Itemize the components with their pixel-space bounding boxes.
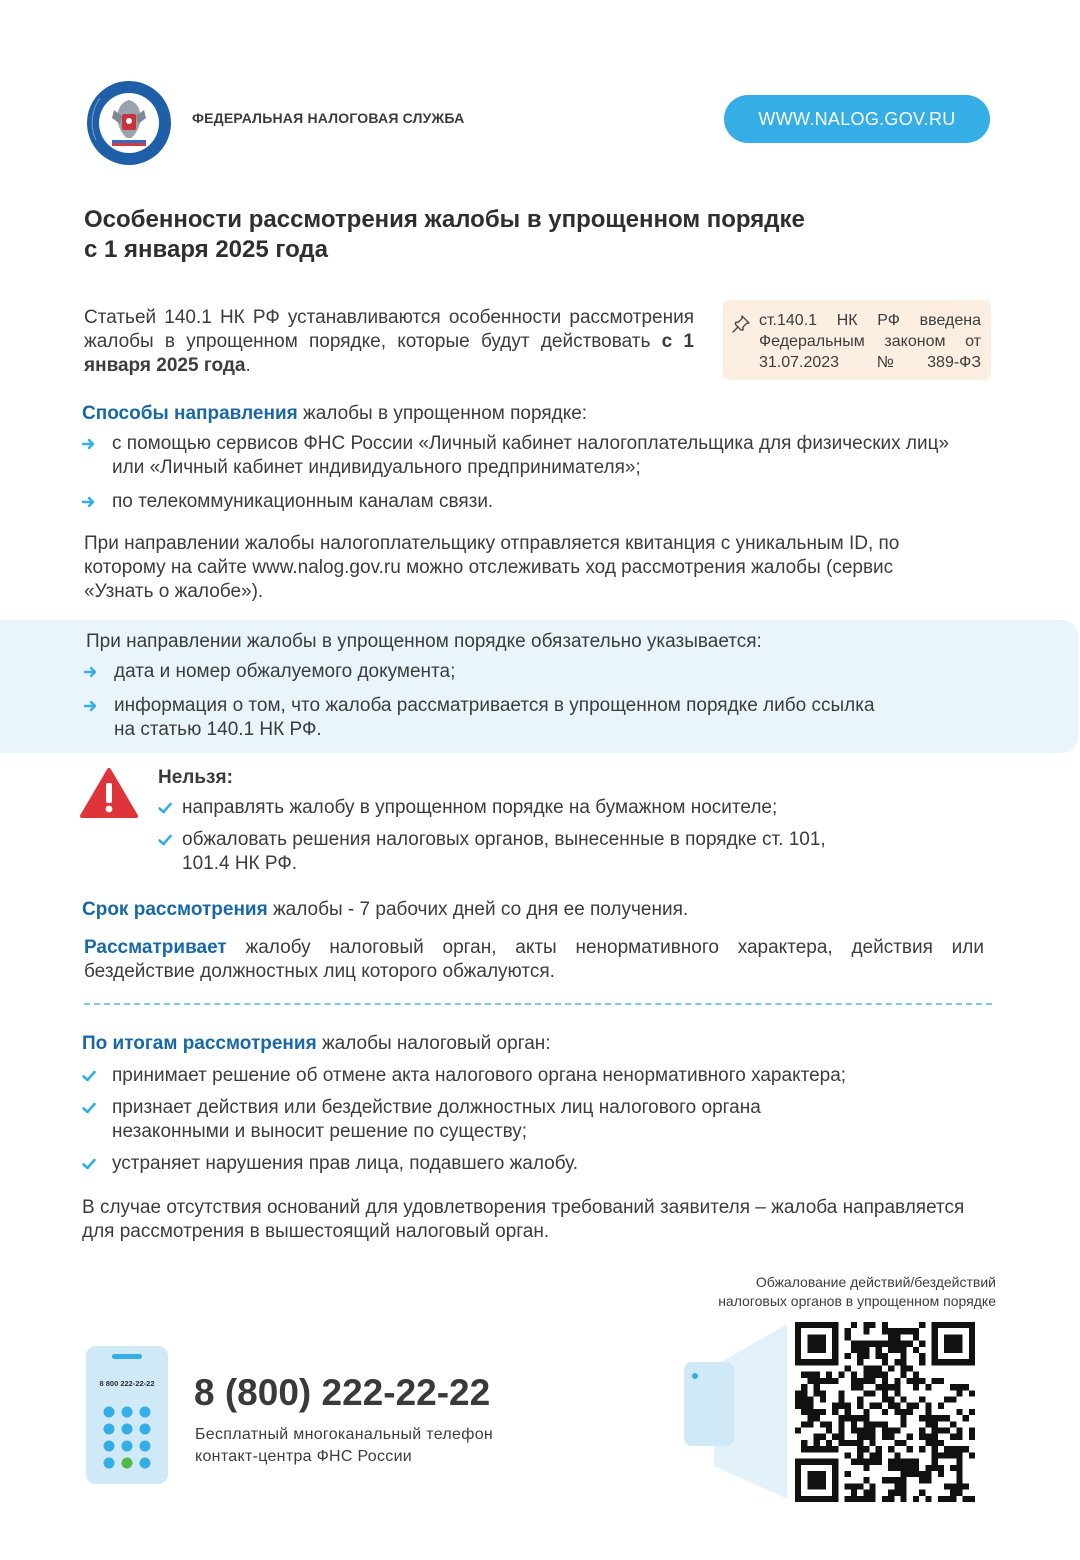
list-item: [82, 1064, 1002, 1088]
qr-code[interactable]: [795, 1322, 975, 1502]
review-term-bold: Срок рассмотрения: [82, 899, 268, 920]
list-item: [158, 828, 958, 876]
forbidden-heading: Нельзя:: [158, 767, 233, 788]
list-item: [82, 1152, 1002, 1176]
forbidden-list: [158, 796, 958, 886]
required-list: [84, 660, 984, 752]
required-info-box: [0, 620, 1078, 753]
reviewer-paragraph: [84, 936, 984, 984]
qr-caption: [640, 1273, 996, 1311]
results-list: [82, 1064, 1002, 1186]
qr-caption-line: налоговых органов в упрощенном порядке: [718, 1293, 996, 1309]
list-item-text: с помощью сервисов ФНС России «Личный кабинет налогоплательщика для физических лиц» или «Личный кабинет индивидуального предпринимателя»;: [112, 433, 950, 478]
page-title: [84, 205, 805, 265]
list-item-text: информация о том, что жалоба рассматривается в упрощенном порядке либо ссылка на статью 140.1 НК РФ.: [114, 695, 875, 740]
qr-finder-pattern: [795, 1459, 838, 1502]
check-icon: [82, 1069, 96, 1083]
review-term-rest: жалобы - 7 рабочих дней со дня ее получения.: [267, 899, 689, 920]
list-item: [84, 660, 984, 684]
arrow-right-icon: [82, 495, 96, 509]
org-name: ФЕДЕРАЛЬНАЯ НАЛОГОВАЯ СЛУЖБА: [192, 110, 465, 126]
page-title-line: Особенности рассмотрения жалобы в упрощенном порядке: [84, 206, 805, 233]
methods-heading: [82, 402, 587, 426]
intro-text: Статьей 140.1 НК РФ устанавливаются особенности рассмотрения жалобы в упрощенном порядке, которые будут действовать: [84, 307, 694, 352]
list-item: [82, 1096, 1002, 1144]
hotline-number[interactable]: 8 (800) 222-22-22: [194, 1372, 491, 1413]
phone-icon: [86, 1346, 168, 1484]
arrow-right-icon: [84, 699, 98, 713]
check-icon: [82, 1101, 96, 1115]
list-item-text: признает действия или бездействие должностных лиц налогового органа незаконными и выносит решение по существу;: [112, 1097, 761, 1142]
qr-finder-pattern: [932, 1322, 975, 1365]
reviewer-bold: Рассматривает: [84, 937, 227, 958]
qr-caption-line: Обжалование действий/бездействий: [755, 1274, 996, 1290]
fns-emblem-icon: [86, 80, 172, 166]
warning-icon: [80, 767, 138, 819]
methods-list: [82, 432, 982, 524]
list-item: [158, 796, 958, 820]
hotline-caption: [195, 1424, 493, 1468]
hotline-caption-line: Бесплатный многоканальный телефон: [195, 1426, 494, 1443]
intro-paragraph: [84, 306, 694, 378]
list-item: [82, 432, 982, 480]
page-title-line: с 1 января 2025 года: [84, 236, 328, 263]
reviewer-rest: жалобу налоговый орган, акты ненормативного характера, действия или бездействие должностных лиц которого обжалуются.: [84, 937, 984, 982]
qr-code-card[interactable]: [787, 1316, 993, 1506]
arrow-right-icon: [84, 665, 98, 679]
website-link-button[interactable]: WWW.NALOG.GOV.RU: [724, 95, 990, 143]
list-item: [82, 490, 982, 514]
check-icon: [158, 801, 172, 815]
qr-finder-pattern: [795, 1322, 838, 1365]
pushpin-icon: [731, 314, 751, 334]
methods-heading-rest: жалобы в упрощенном порядке:: [297, 403, 588, 424]
list-item-text: устраняет нарушения прав лица, подавшего жалобу.: [112, 1153, 579, 1174]
law-reference-text: ст.140.1 НК РФ введена Федеральным законом от 31.07.2023 №389-ФЗ: [759, 312, 981, 371]
dashed-divider: [84, 1003, 992, 1005]
intro-end: .: [245, 355, 251, 376]
results-heading-bold: По итогам рассмотрения: [82, 1033, 317, 1054]
list-item-text: направлять жалобу в упрощенном порядке на бумажном носителе;: [182, 797, 778, 818]
arrow-right-icon: [82, 437, 96, 451]
review-term: [82, 898, 982, 922]
list-item-text: обжаловать решения налоговых органов, вынесенные в порядке ст. 101, 101.4 НК РФ.: [182, 829, 826, 874]
hotline-caption-line: контакт-центра ФНС России: [195, 1448, 413, 1465]
check-icon: [158, 833, 172, 847]
list-item-text: принимает решение об отмене акта налогового органа ненормативного характера;: [112, 1065, 847, 1086]
conclusion-paragraph: В случае отсутствия оснований для удовлетворения требований заявителя – жалоба направляется для рассмотрения в вышестоящий налоговый орган.: [82, 1197, 965, 1242]
intro-date: с 1 января 2025 года: [84, 331, 694, 376]
check-icon: [82, 1157, 96, 1171]
methods-heading-bold: Способы направления: [82, 403, 298, 424]
list-item: [84, 694, 984, 742]
results-heading-rest: жалобы налоговый орган:: [316, 1033, 551, 1054]
phone-screen-number: 8 800 222-22-22: [99, 1379, 155, 1388]
list-item-text: дата и номер обжалуемого документа;: [114, 661, 456, 682]
law-reference-note: [723, 300, 991, 380]
list-item-text: по телекоммуникационным каналам связи.: [112, 491, 494, 512]
receipt-paragraph: При направлении жалобы налогоплательщику отправляется квитанция с уникальным ID, по которому на сайте www.nalog.gov.ru можно отслеживать ход рассмотрения жалобы (сервис «Узнать о жалобе»).: [84, 533, 900, 602]
results-heading: [82, 1032, 551, 1056]
required-heading: При направлении жалобы в упрощенном порядке обязательно указывается:: [86, 631, 762, 652]
